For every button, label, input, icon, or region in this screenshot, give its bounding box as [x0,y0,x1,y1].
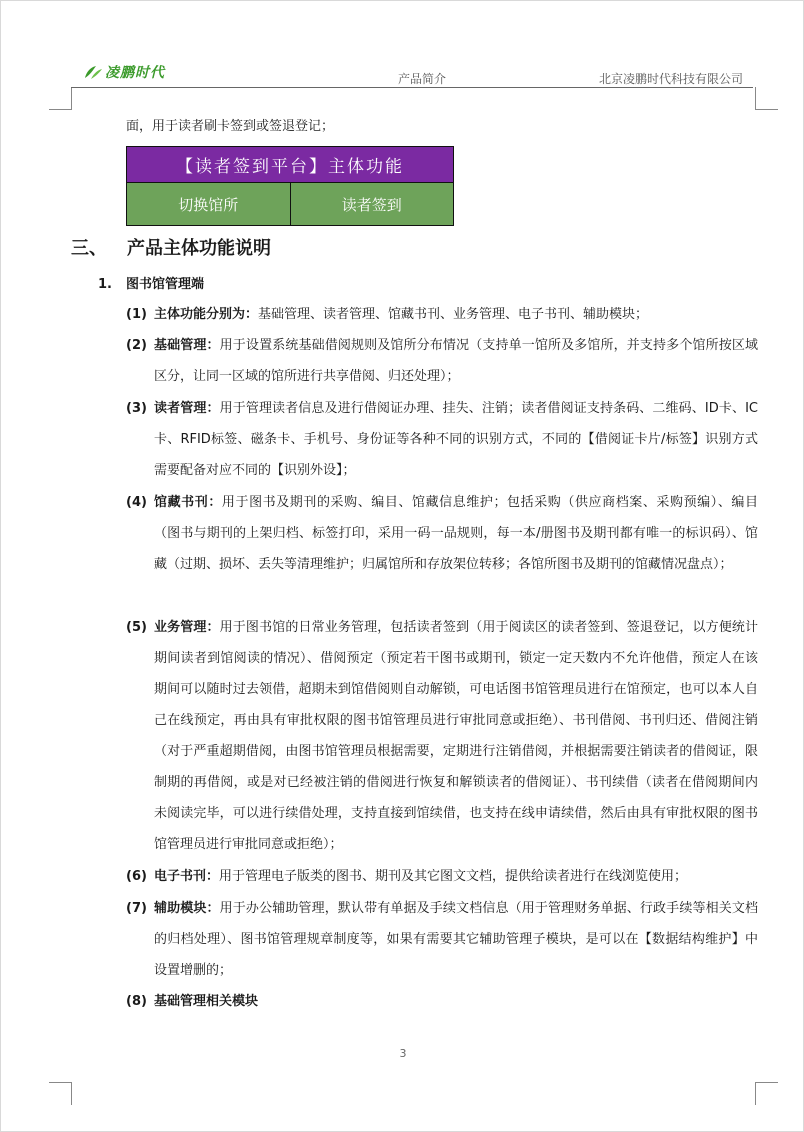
list-item: (6) 电子书刊：用于管理电子版类的图书、期刊及其它图文文档，提供给读者进行在线浏览使用； [126,869,688,884]
list-item: (7) 辅助模块：用于办公辅助管理，默认带有单据及手续文档信息（用于管理财务单据、行政手续等相关文档的归档处理）、图书馆管理规章制度等，如果有需要其它辅助管理子模块，是可以在【数据结构维护】中设置增删的； [126,901,758,978]
header-company-name: 北京凌鹏时代科技有限公司 [598,72,743,86]
subsection-number: 1. [98,277,112,292]
platform-cell-reader-checkin: 读者签到 [290,183,454,226]
crop-mark-bottom-right [755,1082,778,1105]
list-item: (3) 读者管理：用于管理读者信息及进行借阅证办理、挂失、注销；读者借阅证支持条码、二维码、ID卡、IC卡、RFID标签、磁条卡、手机号、身份证等各种不同的识别方式，不同的【借阅证卡片/标签】识别方式需要配备对应不同的【识别外设】； [126,401,758,478]
logo-text: 凌鹏时代 [105,65,165,81]
platform-function-table [126,146,454,226]
page-number: 3 [399,1047,407,1060]
leaf-logo-icon [83,64,103,80]
crop-mark-top-left [49,87,72,110]
list-item: (2) 基础管理：用于设置系统基础借阅规则及馆所分布情况（支持单一馆所及多馆所，并支持多个馆所按区域区分，让同一区域的馆所进行共享借阅、归还处理）； [126,338,758,384]
section-title: 产品主体功能说明 [127,238,271,259]
header-doc-title: 产品简介 [398,72,447,86]
lead-paragraph: 面，用于读者刷卡签到或签退登记； [126,119,335,134]
crop-mark-bottom-left [49,1082,72,1105]
section-heading [71,234,271,260]
list-item: (5) 业务管理：用于图书馆的日常业务管理，包括读者签到（用于阅读区的读者签到、签退登记，以方便统计期间读者到馆阅读的情况）、借阅预定（预定若干图书或期刊，锁定一定天数内不允许他借，预定人在该期间可以随时过去领借，超期未到馆借阅则自动解锁，可电话图书馆管理员进行在馆预定，也可以本人自己在线预定，再由具有审批权限的图书馆管理员进行审批同意或拒绝）、书刊借阅、书刊归还、借阅注销（对于严重超期借阅，由图书馆管理员根据需要，定期进行注销借阅，并根据需要注销读者的借阅证，限制期的再借阅，或是对已经被注销的借阅进行恢复和解锁读者的借阅证）、书刊续借（读者在借阅期间内未阅读完毕，可以进行续借处理，支持直接到馆续借，也支持在线申请续借，然后由具有审批权限的图书馆管理员进行审批同意或拒绝）； [126,620,758,852]
company-logo [83,62,165,82]
list-item: (8) 基础管理相关模块 [126,994,259,1009]
list-item: (1) 主体功能分别为：基础管理、读者管理、馆藏书刊、业务管理、电子书刊、辅助模块； [126,307,649,322]
subsection-heading [98,273,204,292]
header-divider [71,87,753,88]
platform-table-title: 【读者签到平台】主体功能 [127,147,454,183]
subsection-title: 图书馆管理端 [126,277,205,292]
list-item: (4) 馆藏书刊：用于图书及期刊的采购、编目、馆藏信息维护；包括采购（供应商档案、采购预编）、编目（图书与期刊的上架归档、标签打印，采用一码一品规则，每一本/册图书及期刊都有唯一的标识码）、馆藏（过期、损坏、丢失等清理维护；归属馆所和存放架位转移；各馆所图书及期刊的馆藏情况盘点）； [126,495,758,572]
crop-mark-top-right [755,87,778,110]
section-number: 三、 [71,238,107,259]
platform-cell-switch-branch: 切换馆所 [127,183,291,226]
